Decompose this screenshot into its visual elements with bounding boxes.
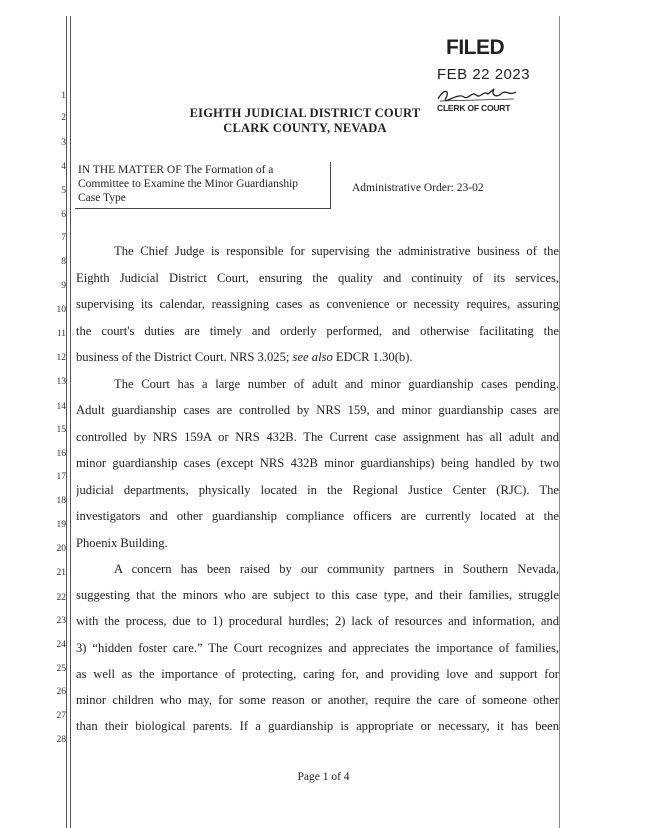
line-number: 20 [56,544,66,554]
body-line: judicial departments, physically located in the Regional Justice Center (RJC). The [76,484,559,497]
line-number: 14 [56,402,66,412]
line-number: 10 [56,305,66,315]
line-number: 13 [56,377,66,387]
line-number: 21 [56,568,66,578]
caption-line: IN THE MATTER OF The Formation of a [78,164,274,176]
margin-rule-right [559,16,560,828]
court-name: EIGHTH JUDICIAL DISTRICT COURT [189,106,421,120]
line-number: 4 [61,162,66,172]
line-number: 23 [56,616,66,626]
citation-signal: see also [292,351,333,364]
body-line: supervising its calendar, reassigning cases as convenience or necessity requires, assuring [76,298,559,311]
line-number: 9 [61,281,66,291]
line-number: 12 [56,353,66,363]
line-number: 22 [56,593,66,603]
body-line: the court's duties are timely and orderly performed, and otherwise facilitating the [76,325,559,338]
line-number: 3 [61,138,66,148]
line-number: 25 [56,664,66,674]
body-line: as well as the importance of protecting, caring for, and providing love and support for [76,668,559,681]
administrative-order-number: Administrative Order: 23-02 [352,182,484,194]
body-line: investigators and other guardianship compliance officers are currently located at the [76,510,559,523]
body-line: Phoenix Building. [76,537,168,550]
line-number: 18 [56,496,66,506]
body-line: 3) “hidden foster care.” The Court recognizes and appreciates the importance of families, [76,642,559,655]
line-number: 19 [56,520,66,530]
body-line: Eighth Judicial District Court, ensuring the quality and continuity of its services, [76,272,559,285]
line-number: 16 [56,449,66,459]
body-line: minor children who may, for some reason or another, require the care of someone other [76,694,559,707]
court-county: CLARK COUNTY, NEVADA [223,121,387,135]
margin-rule-outer [66,16,67,828]
body-line: The Court has a large number of adult and minor guardianship cases pending. [114,378,559,391]
line-number: 24 [56,640,66,650]
filed-stamp-date: FEB 22 2023 [437,66,531,83]
line-number: 11 [56,329,66,339]
margin-rule-inner [70,16,71,828]
line-number: 5 [61,186,66,196]
body-line: minor guardianship cases (except NRS 432B minor guardianships) being handled by two [76,457,559,470]
body-line: than their biological parents. If a guardianship is appropriate or necessary, it has been [76,720,559,733]
line-number: 27 [56,711,66,721]
line-number: 15 [56,425,66,435]
caption-line: Committee to Examine the Minor Guardianship [78,178,299,190]
body-line: controlled by NRS 159A or NRS 432B. The Current case assignment has all adult and [76,431,559,444]
body-text: EDCR 1.30(b). [332,351,413,364]
filed-stamp-title: FILED [446,36,505,59]
body-line [76,351,559,364]
body-line: with the process, due to 1) procedural hurdles; 2) lack of resources and information, and [76,615,559,628]
line-number: 2 [61,113,66,123]
line-number: 7 [61,233,66,243]
line-number: 17 [56,472,66,482]
line-number: 8 [61,257,66,267]
body-line: The Chief Judge is responsible for supervising the administrative business of the [114,245,559,258]
line-number: 28 [56,735,66,745]
line-number: 6 [61,210,66,220]
line-number: 26 [56,687,66,697]
body-text: business of the District Court. NRS 3.025; [76,351,293,364]
caption-line: Case Type [78,192,126,204]
clerk-signature [436,86,518,104]
case-caption [78,163,326,205]
line-number: 1 [61,91,66,101]
body-line: Adult guardianship cases are controlled by NRS 159, and minor guardianship cases are [76,404,559,417]
page-number: Page 1 of 4 [297,771,350,783]
body-line: A concern has been raised by our community partners in Southern Nevada, [114,563,559,576]
body-line: suggesting that the minors who are subject to this case type, and their families, struggle [76,589,559,602]
clerk-of-court-label: CLERK OF COURT [437,103,511,113]
